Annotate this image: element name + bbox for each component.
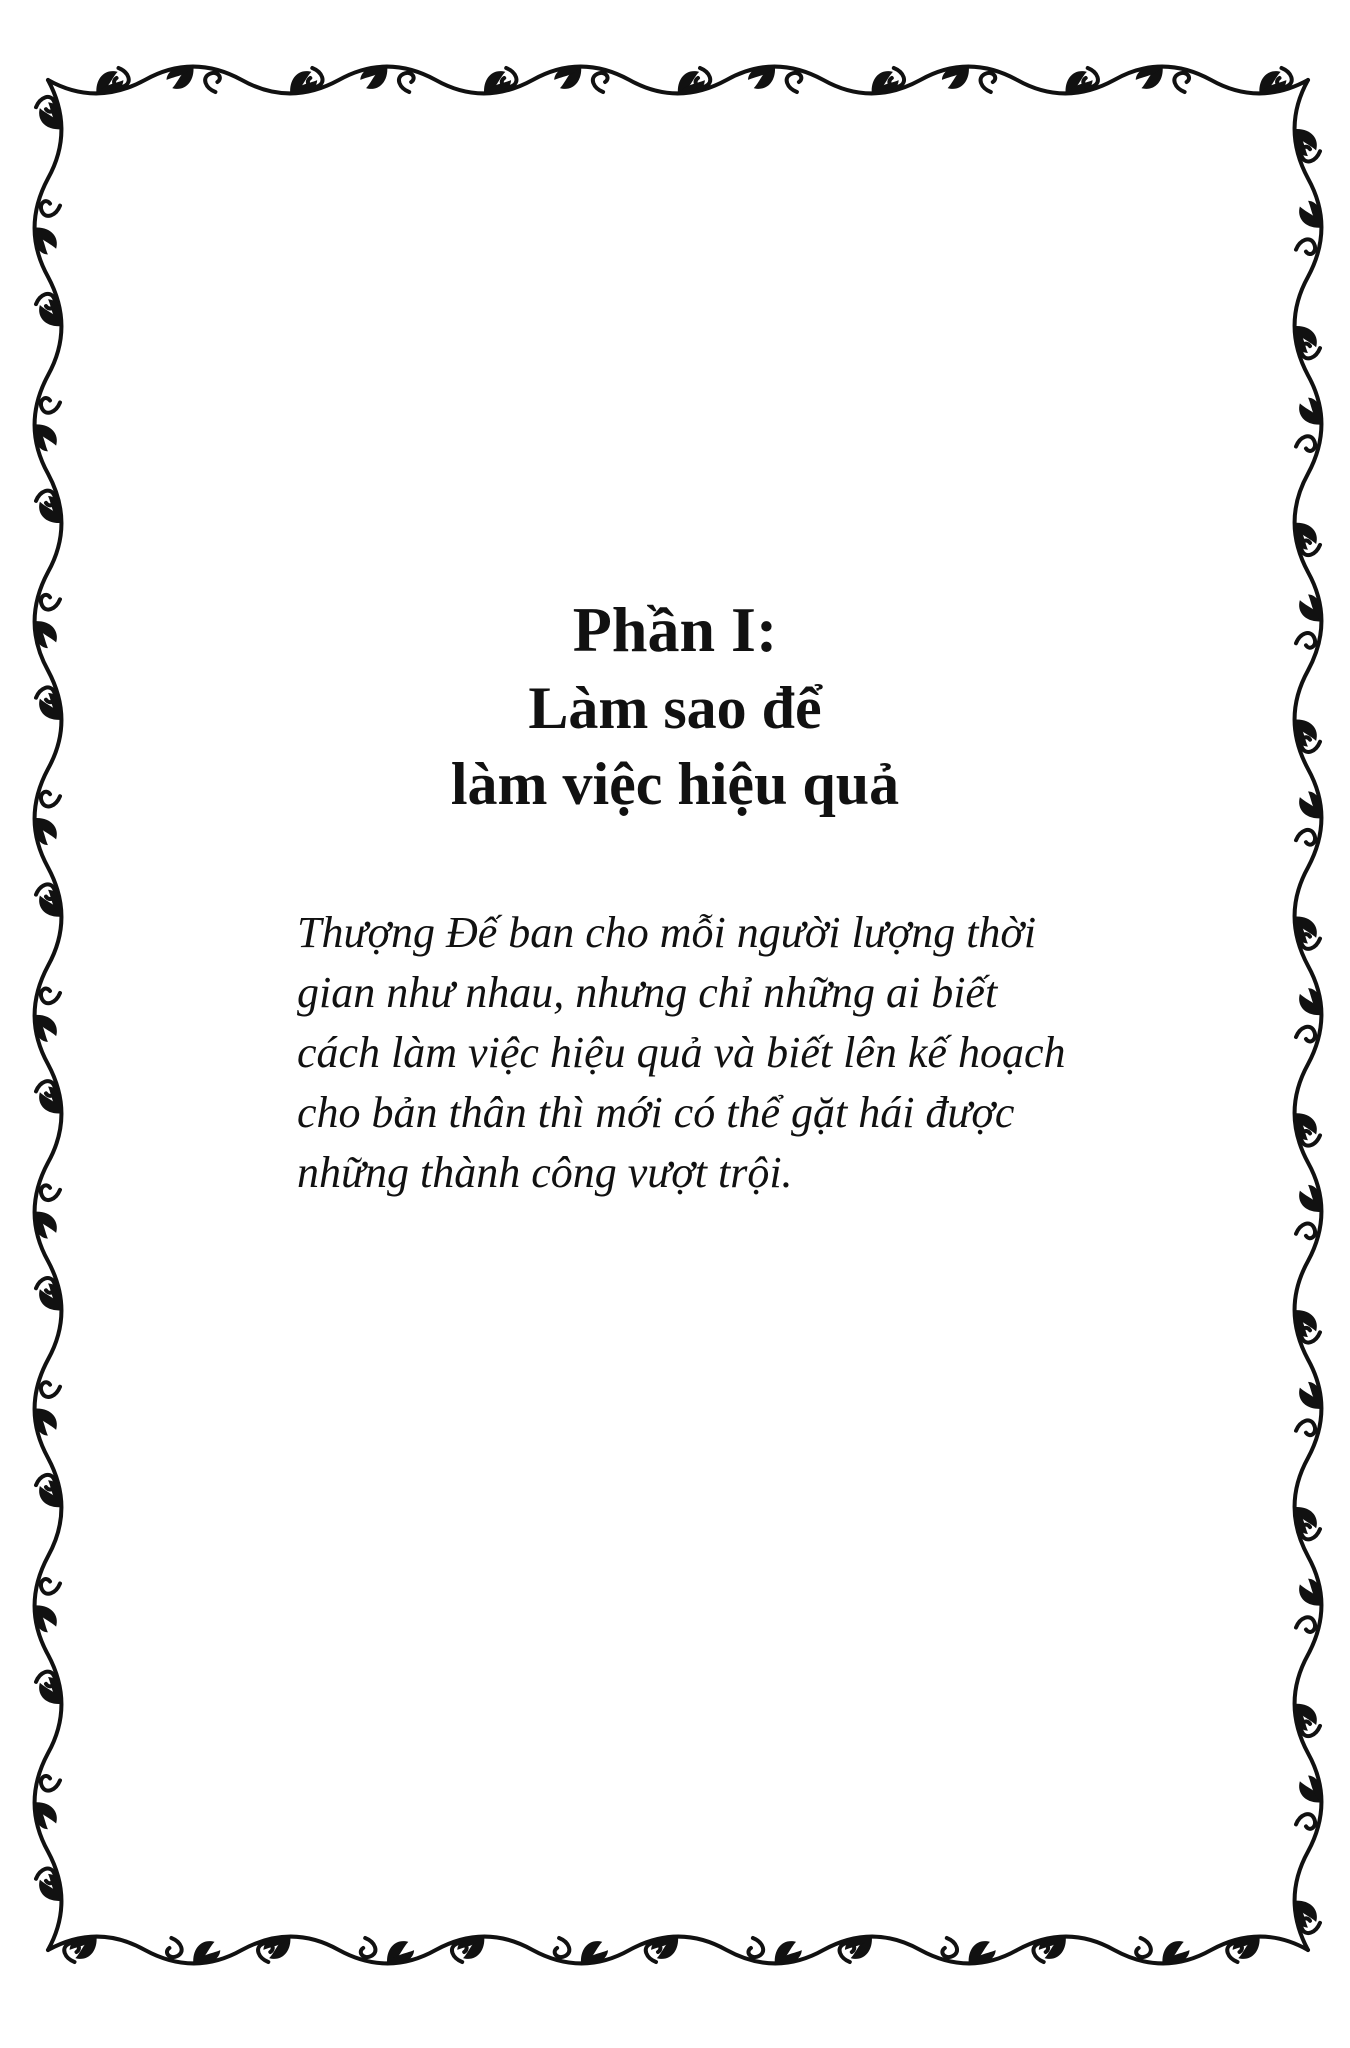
vine-leaf-icon <box>1252 67 1289 102</box>
vine-curl-icon <box>1296 1420 1315 1435</box>
vine-leaf-icon <box>454 1929 491 1964</box>
part-title-line-2: làm việc hiệu quả <box>450 751 900 817</box>
part-title <box>0 670 1350 822</box>
part-label: Phần I: <box>572 594 778 665</box>
vine-leaf-icon <box>962 1937 999 1972</box>
vine-leaf-icon <box>648 1929 685 1964</box>
vine-leaf-icon <box>1295 1182 1330 1219</box>
vine-leaf-icon <box>261 1929 298 1964</box>
vine-curl-icon <box>1296 1027 1315 1042</box>
vine-curl-icon <box>1296 436 1315 451</box>
vine-leaf-icon <box>27 1402 62 1439</box>
vine-leaf-icon <box>35 1281 70 1318</box>
vine-leaf-icon <box>1156 1937 1193 1972</box>
vine-leaf-icon <box>35 493 70 530</box>
vine-leaf-icon <box>1287 516 1322 553</box>
vine-leaf-icon <box>27 1008 62 1045</box>
part-heading <box>0 590 1350 822</box>
vine-leaf-icon <box>1295 395 1330 432</box>
vine-leaf-icon <box>1230 1929 1267 1964</box>
vine-leaf-icon <box>35 296 70 333</box>
vine-leaf-icon <box>671 67 708 102</box>
vine-leaf-icon <box>1133 59 1170 94</box>
vine-leaf-icon <box>380 1937 417 1972</box>
vine-leaf-icon <box>745 59 782 94</box>
vine-leaf-icon <box>27 1598 62 1635</box>
vine-leaf-icon <box>1295 1379 1330 1416</box>
vine-leaf-icon <box>164 59 201 94</box>
vine-leaf-icon <box>283 67 320 102</box>
vine-leaf-icon <box>1287 1500 1322 1537</box>
vine-curl-icon <box>41 1776 60 1791</box>
vine-curl-icon <box>41 398 60 413</box>
vine-leaf-icon <box>89 67 126 102</box>
vine-curl-icon <box>787 73 802 92</box>
vine-curl-icon <box>981 73 996 92</box>
vine-curl-icon <box>748 1938 763 1957</box>
vine-curl-icon <box>41 1579 60 1594</box>
vine-leaf-icon <box>1287 319 1322 356</box>
vine-curl-icon <box>205 73 220 92</box>
vine-leaf-icon <box>35 887 70 924</box>
vine-leaf-icon <box>1059 67 1096 102</box>
vine-leaf-icon <box>27 417 62 454</box>
vine-leaf-icon <box>477 67 514 102</box>
vine-leaf-icon <box>1036 1929 1073 1964</box>
vine-curl-icon <box>361 1938 376 1957</box>
vine-curl-icon <box>1296 830 1315 845</box>
vine-leaf-icon <box>1287 1106 1322 1143</box>
vine-leaf-icon <box>1295 985 1330 1022</box>
vine-leaf-icon <box>357 59 394 94</box>
vine-leaf-icon <box>551 59 588 94</box>
vine-leaf-icon <box>1287 910 1322 947</box>
vine-leaf-icon <box>574 1937 611 1972</box>
vine-leaf-icon <box>35 1674 70 1711</box>
vine-curl-icon <box>399 73 414 92</box>
epigraph-paragraph: Thượng Đế ban cho mỗi người lượng thời gian như nhau, nhưng chỉ những ai biết cách làm việc hiệu quả và biết lên kế hoạch cho bản thân thì mới có thể gặt hái được những thành công vượt trội. <box>297 908 1066 1197</box>
vine-curl-icon <box>1296 1617 1315 1632</box>
vine-leaf-icon <box>35 99 70 136</box>
vine-leaf-icon <box>865 67 902 102</box>
vine-curl-icon <box>593 73 608 92</box>
vine-curl-icon <box>41 1382 60 1397</box>
vine-leaf-icon <box>27 1795 62 1832</box>
vine-curl-icon <box>1136 1938 1151 1957</box>
vine-leaf-icon <box>186 1937 223 1972</box>
vine-leaf-icon <box>67 1929 104 1964</box>
vine-curl-icon <box>1296 1814 1315 1829</box>
vine-curl-icon <box>41 1185 60 1200</box>
vine-leaf-icon <box>27 1205 62 1242</box>
vine-leaf-icon <box>27 221 62 258</box>
vine-curl-icon <box>167 1938 182 1957</box>
vine-leaf-icon <box>1295 1773 1330 1810</box>
vine-curl-icon <box>41 201 60 216</box>
vine-leaf-icon <box>1287 122 1322 159</box>
part-title-line-1: Làm sao để <box>528 675 822 741</box>
vine-curl-icon <box>942 1938 957 1957</box>
vine-curl-icon <box>1174 73 1189 92</box>
vine-curl-icon <box>1296 1224 1315 1239</box>
vine-leaf-icon <box>1295 198 1330 235</box>
vine-leaf-icon <box>768 1937 805 1972</box>
vine-leaf-icon <box>35 1084 70 1121</box>
vine-curl-icon <box>41 989 60 1004</box>
vine-leaf-icon <box>1287 1894 1322 1931</box>
vine-leaf-icon <box>35 1871 70 1908</box>
vine-leaf-icon <box>939 59 976 94</box>
vine-leaf-icon <box>1287 1697 1322 1734</box>
vine-leaf-icon <box>842 1929 879 1964</box>
vine-leaf-icon <box>1295 1576 1330 1613</box>
vine-curl-icon <box>1296 239 1315 254</box>
vine-curl-icon <box>555 1938 570 1957</box>
vine-leaf-icon <box>1287 1303 1322 1340</box>
vine-leaf-icon <box>35 1477 70 1514</box>
